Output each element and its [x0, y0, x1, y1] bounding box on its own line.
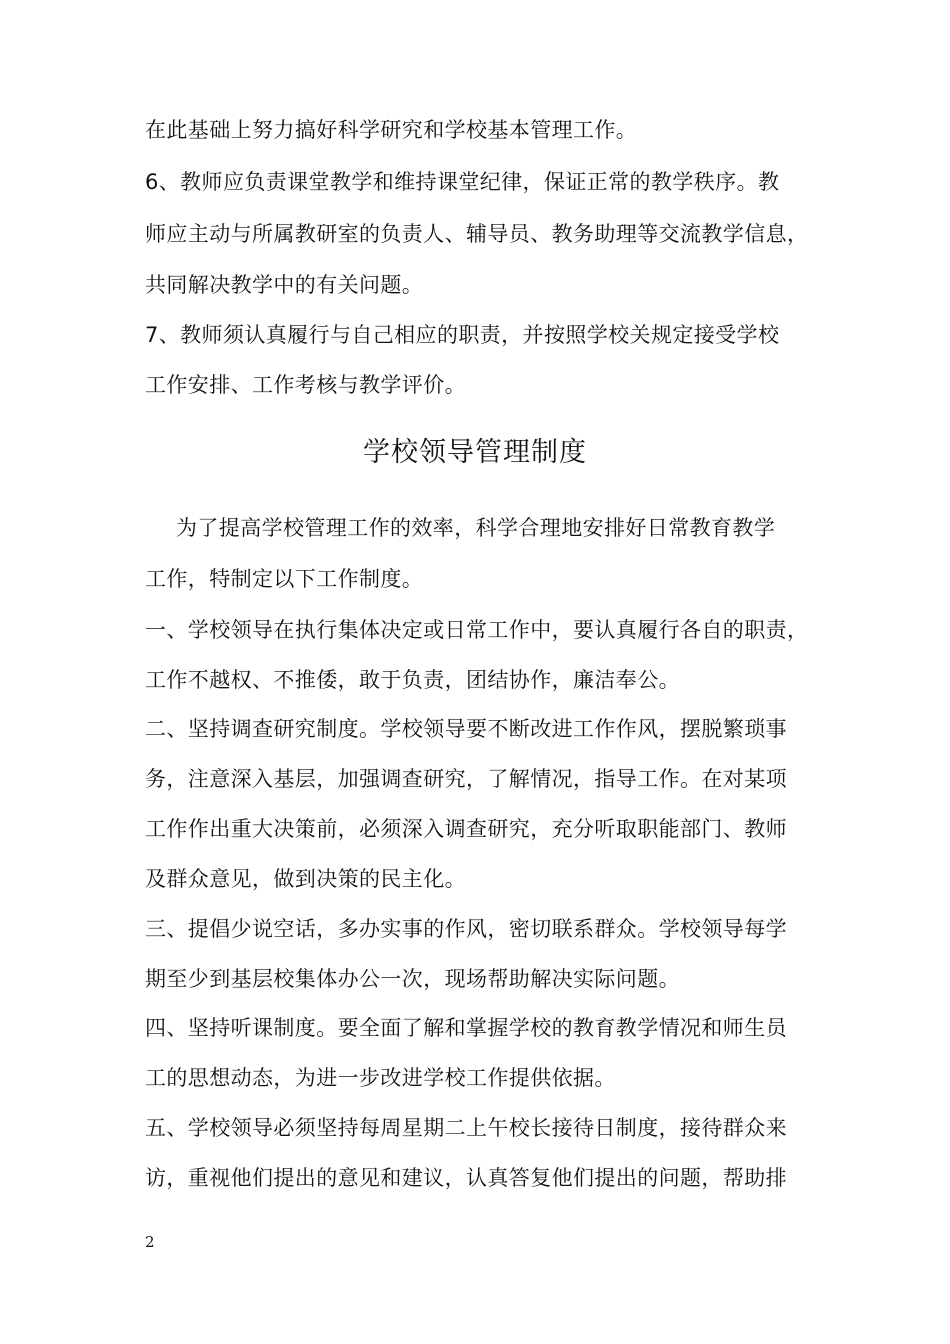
- item-4-line-2: 工的思想动态，为进一步改进学校工作提供依据。: [145, 1066, 616, 1090]
- item-6-line-2: 师应主动与所属教研室的负责人、辅导员、教务助理等交流教学信息，: [145, 222, 809, 246]
- item-3-line-1: 三、提倡少说空话，多办实事的作风，密切联系群众。学校领导每学: [145, 917, 787, 941]
- paragraph-line: 在此基础上努力搞好科学研究和学校基本管理工作。: [145, 118, 638, 142]
- item-2-line-2: 务，注意深入基层，加强调查研究，了解情况，指导工作。在对某项: [145, 767, 787, 791]
- item-2-line-4: 及群众意见，做到决策的民主化。: [145, 867, 466, 891]
- item-5-line-2: 访，重视他们提出的意见和建议，认真答复他们提出的问题，帮助排: [145, 1166, 787, 1190]
- item-4-line-1: 四、坚持听课制度。要全面了解和掌握学校的教育教学情况和师生员: [145, 1016, 787, 1040]
- item-2-line-1: 二、坚持调查研究制度。学校领导要不断改进工作作风，摆脱繁琐事: [145, 717, 787, 741]
- item-2-line-3: 工作作出重大决策前，必须深入调查研究，充分听取职能部门、教师: [145, 817, 787, 841]
- intro-line-2: 工作，特制定以下工作制度。: [145, 567, 424, 591]
- item-7-line-1: 7、教师须认真履行与自己相应的职责，并按照学校关规定接受学校: [145, 323, 780, 347]
- item-7-line-2: 工作安排、工作考核与教学评价。: [145, 373, 466, 397]
- item-1-line-1: 一、学校领导在执行集体决定或日常工作中，要认真履行各自的职责，: [145, 618, 809, 642]
- item-6-line-3: 共同解决教学中的有关问题。: [145, 273, 424, 297]
- section-title: 学校领导管理制度: [363, 437, 587, 468]
- page-number: 2: [145, 1233, 155, 1251]
- item-1-line-2: 工作不越权、不推倭，敢于负责，团结协作，廉洁奉公。: [145, 668, 680, 692]
- item-5-line-1: 五、学校领导必须坚持每周星期二上午校长接待日制度，接待群众来: [145, 1116, 787, 1140]
- item-6-line-1: 6、教师应负责课堂教学和维持课堂纪律，保证正常的教学秩序。教: [145, 170, 780, 194]
- item-3-line-2: 期至少到基层校集体办公一次，现场帮助解决实际问题。: [145, 967, 680, 991]
- intro-line-1: 为了提高学校管理工作的效率，科学合理地安排好日常教育教学: [176, 516, 776, 540]
